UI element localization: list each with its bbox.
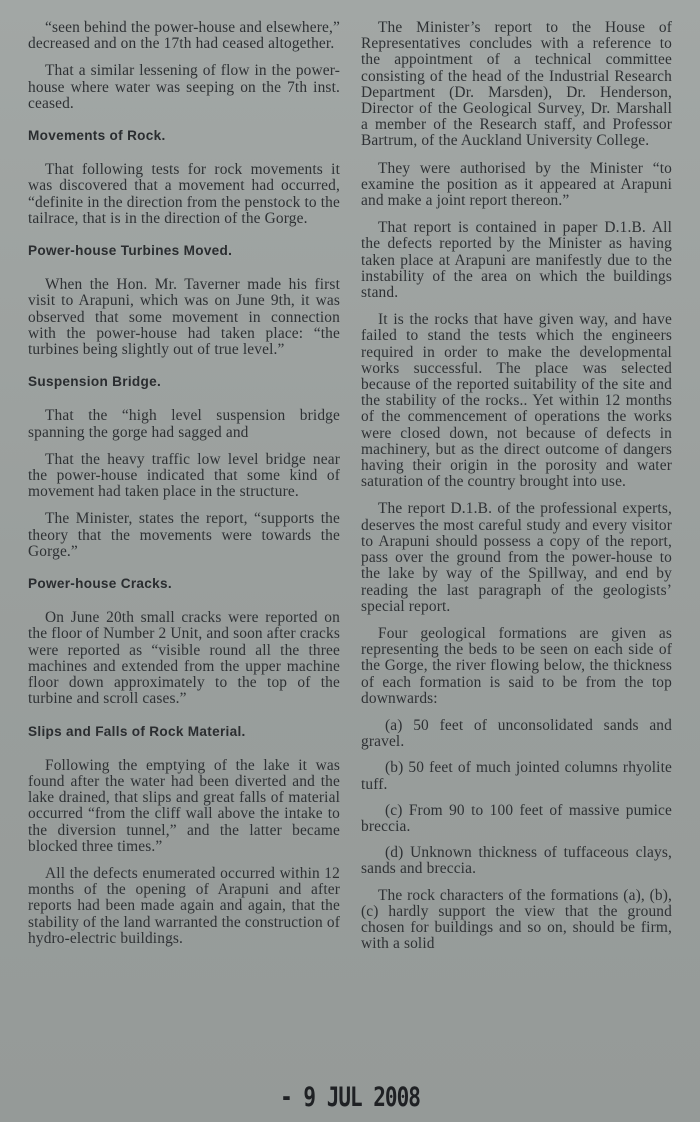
- section-heading-slips: Slips and Falls of Rock Material.: [28, 723, 246, 739]
- paragraph: They were authorised by the Minister “to examine the position as it appeared at Arapuni and make a joint report thereon.”: [361, 159, 672, 210]
- paragraph: The rock characters of the formations (a), (b), (c) hardly support the view that the ground chosen for buildings and so on, should be firm, with a solid: [361, 886, 672, 953]
- paragraph: Four geological formations are given as representing the beds to be seen on each side of the Gorge, the river flowing below, the thickness of each formation is said to be from the top downwards:: [361, 624, 672, 707]
- paragraph: That the “high level suspension bridge spanning the gorge had sagged and: [28, 407, 340, 441]
- paragraph: It is the rocks that have given way, and have failed to stand the tests which the engineers required in order to make the developmental works successful. The place was selected because of the reported suitability of the site and the stability of the rocks.. Yet within 12 months of the commencement of operations the works were closed down, not because of defects in machinery, but as the direct outcome of dangers having their origin in the porosity and water saturation of the country brought into use.: [361, 311, 672, 491]
- paragraph: That the heavy traffic low level bridge near the power-house indicated that some kind of movement had taken place in the structure.: [28, 450, 340, 501]
- paragraph: That a similar lessening of flow in the power-house where water was seeping on the 7th inst. ceased.: [28, 62, 340, 112]
- paragraph: That following tests for rock movements it was discovered that a movement had occurred, “definite in the direction from the penstock to the tailrace, that is in the direction of the Gorge.: [28, 161, 340, 227]
- list-item: (c) From 90 to 100 feet of massive pumice breccia.: [361, 801, 672, 835]
- paragraph: The Minister, states the report, “supports the theory that the movements were towards the Gorge.”: [28, 510, 340, 560]
- paragraph: “seen behind the power-house and elsewhere,” decreased and on the 17th had ceased altogether.: [28, 19, 340, 53]
- paragraph: That report is contained in paper D.1.B. All the defects reported by the Minister as having taken place at Arapuni are manifestly due to the instability of the area on which the buildings stand.: [361, 219, 672, 302]
- paragraph: On June 20th small cracks were reported on the floor of Number 2 Unit, and soon after cracks were reported as “visible round all the three machines and extended from the upper machine floor down approximately to the top of the turbine and scroll cases.”: [28, 609, 340, 708]
- list-item: (b) 50 feet of much jointed columns rhyolite tuff.: [361, 759, 672, 793]
- date-stamp: - 9 JUL 2008: [280, 1082, 420, 1112]
- section-heading-movements: Movements of Rock.: [28, 128, 166, 144]
- list-item: (d) Unknown thickness of tuffaceous clays, sands and breccia.: [361, 844, 672, 878]
- list-item: (a) 50 feet of unconsolidated sands and gravel.: [361, 716, 672, 751]
- paragraph: The Minister’s report to the House of Representatives concludes with a reference to the appointment of a technical committee consisting of the head of the Industrial Research Department (Dr. Marsden), Dr. Henderson, Director of the Geological Survey, Dr. Marshall a member of the Research staff, and Professor Bartrum, of the Auckland University College.: [361, 19, 672, 150]
- section-heading-turbines: Power-house Turbines Moved.: [28, 243, 233, 259]
- section-heading-suspension-bridge: Suspension Bridge.: [28, 374, 162, 390]
- paragraph: Following the emptying of the lake it was found after the water had been diverted and the lake drained, that slips and great falls of material occurred “from the cliff wall above the intake to the diversion tunnel,” and the latter became blocked three times.”: [28, 756, 340, 855]
- right-column: [361, 20, 672, 963]
- left-column: [28, 20, 340, 958]
- paragraph: All the defects enumerated occurred within 12 months of the opening of Arapuni and after reports had been made again and again, that the stability of the land warranted the construction of hydro-electric buildings.: [28, 864, 340, 947]
- section-heading-cracks: Power-house Cracks.: [28, 576, 172, 592]
- paragraph: When the Hon. Mr. Taverner made his first visit to Arapuni, which was on June 9th, it was observed that some movement in connection with the power-house had taken place: “the turbines being slightly out of true level.”: [28, 276, 340, 359]
- paragraph: The report D.1.B. of the professional experts, deserves the most careful study and every visitor to Arapuni should possess a copy of the report, pass over the ground from the power-house to the lake by way of the Spillway, and end by reading the last paragraph of the geologists’ special report.: [361, 500, 672, 615]
- formation-list: [361, 718, 672, 878]
